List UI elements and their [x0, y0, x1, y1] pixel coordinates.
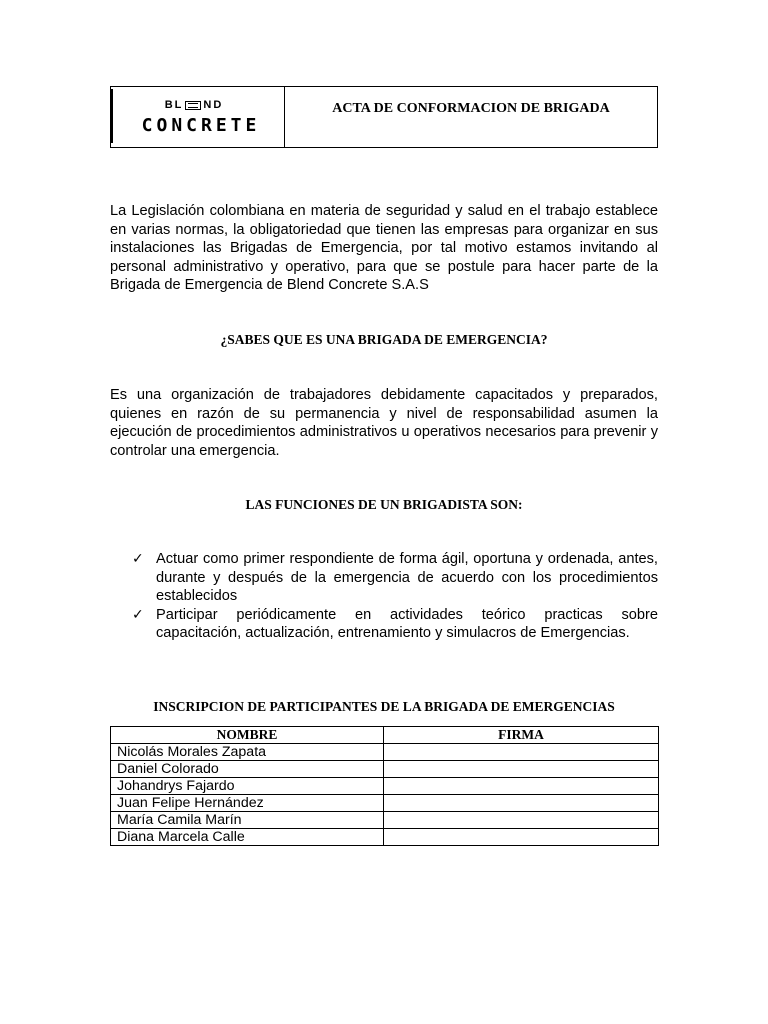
registration-heading: INSCRIPCION DE PARTICIPANTES DE LA BRIGADA DE EMERGENCIAS: [153, 699, 615, 714]
logo-e-icon: [185, 101, 201, 110]
logo-top-text: [153, 99, 235, 111]
name-cell: Johandrys Fajardo: [111, 778, 384, 795]
signature-cell: [384, 744, 659, 761]
column-header-nombre: NOMBRE: [111, 727, 384, 744]
definition-paragraph: Es una organización de trabajadores debidamente capacitados y preparados, quienes en razón de su permanencia y nivel de responsabilidad asumen la ejecución de procedimientos administrativos u operativos necesarios para prevenir y controlar una emergencia.: [110, 387, 658, 459]
table-row: [111, 744, 659, 761]
table-row: [111, 812, 659, 829]
name-cell: María Camila Marín: [111, 812, 384, 829]
checkmark-icon: ✓: [132, 551, 144, 567]
list-item: [132, 606, 658, 643]
table-row: [111, 778, 659, 795]
document-header: [110, 86, 658, 148]
table-row: [111, 761, 659, 778]
function-text: Participar periódicamente en actividades teórico practicas sobre capacitación, actualización, entrenamiento y simulacros de Emergencias.: [156, 606, 658, 641]
intro-paragraph: La Legislación colombiana en materia de seguridad y salud en el trabajo establece en varias normas, la obligatoriedad que tienen las empresas para organizar en sus instalaciones las Brigadas de Emergencia, por tal motivo estamos invitando al personal administrativo y operativo, para que se postule para hacer parte de la Brigada de Emergencia de Blend Concrete S.A.S: [110, 203, 658, 293]
logo-main-text: CONCRETE: [141, 115, 261, 136]
name-cell: Juan Felipe Hernández: [111, 795, 384, 812]
signature-cell: [384, 829, 659, 846]
functions-heading: LAS FUNCIONES DE UN BRIGADISTA SON:: [245, 497, 523, 512]
question-heading: ¿SABES QUE ES UNA BRIGADA DE EMERGENCIA?: [220, 332, 548, 347]
logo-corner-mark: [111, 89, 113, 143]
table-row: [111, 829, 659, 846]
logo-top-left: BL: [164, 99, 184, 111]
signature-cell: [384, 812, 659, 829]
registration-table: [110, 726, 659, 846]
list-item: [132, 550, 658, 606]
function-text: Actuar como primer respondiente de forma ágil, oportuna y ordenada, antes, durante y después de la emergencia de acuerdo con los procedimientos establecidos: [156, 551, 658, 604]
checkmark-icon: ✓: [132, 606, 144, 623]
name-cell: Daniel Colorado: [111, 761, 384, 778]
functions-list: [132, 550, 658, 643]
company-logo: [111, 87, 285, 147]
name-cell: Nicolás Morales Zapata: [111, 744, 384, 761]
table-header-row: [111, 727, 659, 744]
logo-top-right: ND: [203, 99, 224, 111]
signature-cell: [384, 778, 659, 795]
document-title: ACTA DE CONFORMACION DE BRIGADA: [332, 101, 610, 116]
signature-cell: [384, 795, 659, 812]
signature-cell: [384, 761, 659, 778]
name-cell: Diana Marcela Calle: [111, 829, 384, 846]
column-header-firma: FIRMA: [384, 727, 659, 744]
table-row: [111, 795, 659, 812]
